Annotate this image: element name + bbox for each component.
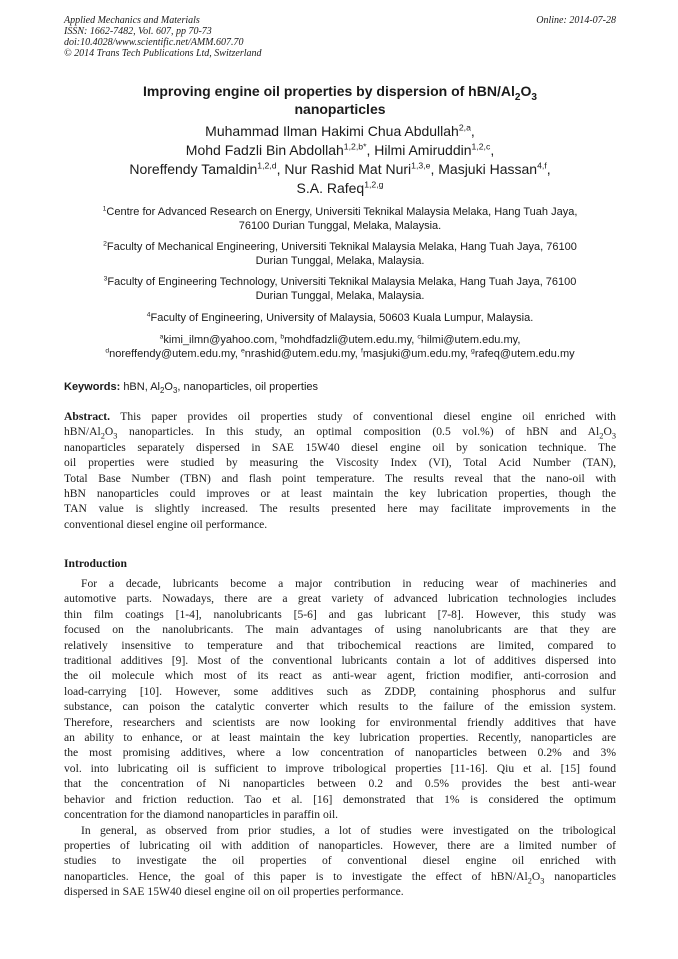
paragraph-line: focused on the nanolubricants. The main advantages of using nanolubricants are that they are — [64, 623, 616, 637]
paragraph-line: substance, can poison the catalytic converter which results to the failure of the emission system. — [64, 700, 616, 714]
online-date: Online: 2014-07-28 — [536, 15, 616, 26]
paragraph-line: relatively insensitive to temperature and that tribochemical reactions are limited, compared to — [64, 638, 616, 652]
keywords-label: Keywords: — [64, 381, 121, 393]
journal-header — [64, 15, 616, 59]
author: Nur Rashid Mat Nuri — [284, 161, 412, 177]
affiliation-2: $^2$Faculty of Mechanical Engineering, Universiti Teknikal Malaysia Melaka, Hang Tuah Jaya, 76100 Durian Tunggal, Melaka, Malaysia. — [103, 240, 577, 267]
abstract: Abstract. This paper provides oil properties study of conventional diesel engine oil enriched with hBN/$Al_2O_3$ nanoparticles. In this study, an optimal composition (0.5 vol.%) of hBN and $Al_2O_3$ nanoparticles separately dispersed in SAE 15W40 diesel engine oil by sonication technique. The oil properties were studied by measuring the Viscosity Index (VI), Total Acid Number (TAN), Total Base Number (TBN) and flash point temperature. The results reveal that the nano-oil with hBN nanoparticles could improves or at least maintain the key lubrication properties, though the TAN value is slightly increased. The results presented here may facilitate improvements in the conventional diesel engine oil performance. — [64, 410, 616, 531]
paragraph-line: thin film coatings [1-4], nanolubricants [5-6] and gas lubricant [7-8]. However, this study was — [64, 607, 616, 621]
paragraph-line: automotive parts. Nowadays, there are a great variety of advanced lubrication technologies includes — [64, 592, 616, 606]
author: S.A. Rafeq — [296, 180, 365, 196]
paragraph-line: For a decade, lubricants become a major contribution in reducing wear of machineries and — [81, 577, 616, 590]
author: Muhammad Ilman Hakimi Chua Abdullah — [205, 123, 459, 139]
paragraph-line: an ability to enhance, or at least maintain the key lubrication properties. Recently, nanoparticles are — [64, 731, 616, 745]
paragraph-line: traditional additives [9]. Most of the conventional lubricants contain a lot of additives dispersed into — [64, 654, 616, 668]
affiliation-4: $^4$Faculty of Engineering, University of Malaysia, 50603 Kuala Lumpur, Malaysia. — [146, 311, 534, 324]
email-link[interactable]: mohdfadzli@utem.edu.my, — [284, 334, 415, 346]
email-link[interactable]: hilmi@utem.edu.my, — [420, 334, 521, 346]
author-list: Muhammad Ilman Hakimi Chua Abdullah$^{2,a}$, Mohd Fadzli Bin Abdollah$^{1,2,b*}$, Hilmi Amiruddin$^{1,2,c}$, Noreffendy Tamaldin$^{1,2,d}$, Nur Rashid Mat Nuri$^{1,3,e}$, Masjuki Hassan$^{4,f}$, S.A. Rafeq$^{1,2,g}$ — [129, 122, 551, 196]
doi: doi:10.4028/www.scientific.net/AMM.607.70 — [64, 37, 244, 48]
paragraph-line: load-carrying [10]. However, some additives such as ZDDP, containing phosphorus and sulfur — [64, 684, 616, 698]
paragraph-line: that the concentration of Ni nanoparticles between 0.2 and 0.5% provides the best anti-wear — [64, 777, 616, 791]
author: Mohd Fadzli Bin Abdollah — [185, 142, 344, 158]
paragraph-line: the oil molecule which most of its react as anti-wear agent, friction modifier, anti-corrosion and — [64, 669, 616, 683]
email-link[interactable]: masjuki@um.edu.my, — [362, 348, 468, 360]
author: Noreffendy Tamaldin — [129, 161, 258, 177]
paragraph-line: vol. into lubricating oil is sufficient to improve tribological properties [11-16]. Qiu et al. [15] found — [64, 761, 616, 775]
paragraph-line: In general, as observed from prior studies, a lot of studies were investigated on the tribological — [81, 823, 616, 837]
email-link[interactable]: kimi_ilmn@yahoo.com, — [163, 334, 278, 346]
email-link[interactable]: nrashid@utem.edu.my, — [244, 348, 358, 360]
paper-title: Improving engine oil properties by dispersion of hBN/$Al_2O_3$ nanoparticles — [143, 83, 537, 117]
email-list: $^a$kimi_ilmn@yahoo.com, $^b$mohdfadzli@utem.edu.my, $^c$hilmi@utem.edu.my, $^d$noreffendy@utem.edu.my, $^e$nrashid@utem.edu.my, $^f$masjuki@um.edu.my, $^g$rafeq@utem.edu.my — [105, 333, 575, 360]
email-link[interactable]: noreffendy@utem.edu.my, — [109, 348, 238, 360]
keywords: Keywords: hBN, $Al_2O_3$, nanoparticles, oil properties — [64, 381, 319, 396]
journal-name: Applied Mechanics and Materials — [64, 15, 200, 26]
paragraph-line: Therefore, researchers and scientists are now looking for environmental friendly additives that have — [64, 715, 616, 729]
affiliation-3: $^3$Faculty of Engineering Technology, Universiti Teknikal Malaysia Melaka, Hang Tuah Jaya, 76100 Durian Tunggal, Melaka, Malaysia. — [103, 275, 577, 302]
intro-paragraph-1 — [64, 576, 616, 823]
issn: ISSN: 1662-7482, Vol. 607, pp 70-73 — [64, 26, 212, 37]
author: Hilmi Amiruddin — [374, 142, 472, 158]
abstract-label: Abstract. — [64, 410, 111, 423]
paragraph-line: behavior and friction reduction. Tao et al. [16] demonstrated that 1% is considered the optimum — [64, 792, 616, 806]
copyright: © 2014 Trans Tech Publications Ltd, Switzerland — [64, 48, 262, 59]
intro-paragraph-2 — [64, 823, 616, 869]
section-heading-introduction: Introduction — [64, 557, 127, 570]
paragraph-line: studies to investigate the oil properties of conventional diesel engine oil enriched with — [64, 854, 616, 868]
paragraph-line: the most promising additives, where a low concentration of nanoparticles between 0.2% and 3% — [64, 746, 616, 760]
paragraph-line: properties of lubricating oil with addition of nanoparticles. However, there are a limited number of — [64, 838, 616, 852]
email-link[interactable]: rafeq@utem.edu.my — [474, 348, 575, 360]
introduction-text — [64, 576, 616, 900]
paragraph-line: nanoparticles. Hence, the goal of this paper is to investigate the effect of hBN/$Al_2O_3$ nanoparticles — [64, 869, 616, 886]
paragraph-line: dispersed in SAE 15W40 diesel engine oil on oil properties performance. — [64, 885, 404, 899]
affiliation-1: $^1$Centre for Advanced Research on Energy, Universiti Teknikal Malaysia Melaka, Hang Tuah Jaya, 76100 Durian Tunggal, Melaka, Malaysia. — [102, 205, 578, 232]
paragraph-line: concentration for the diamond nanoparticles in paraffin oil. — [64, 808, 339, 822]
author: Masjuki Hassan — [438, 161, 538, 177]
